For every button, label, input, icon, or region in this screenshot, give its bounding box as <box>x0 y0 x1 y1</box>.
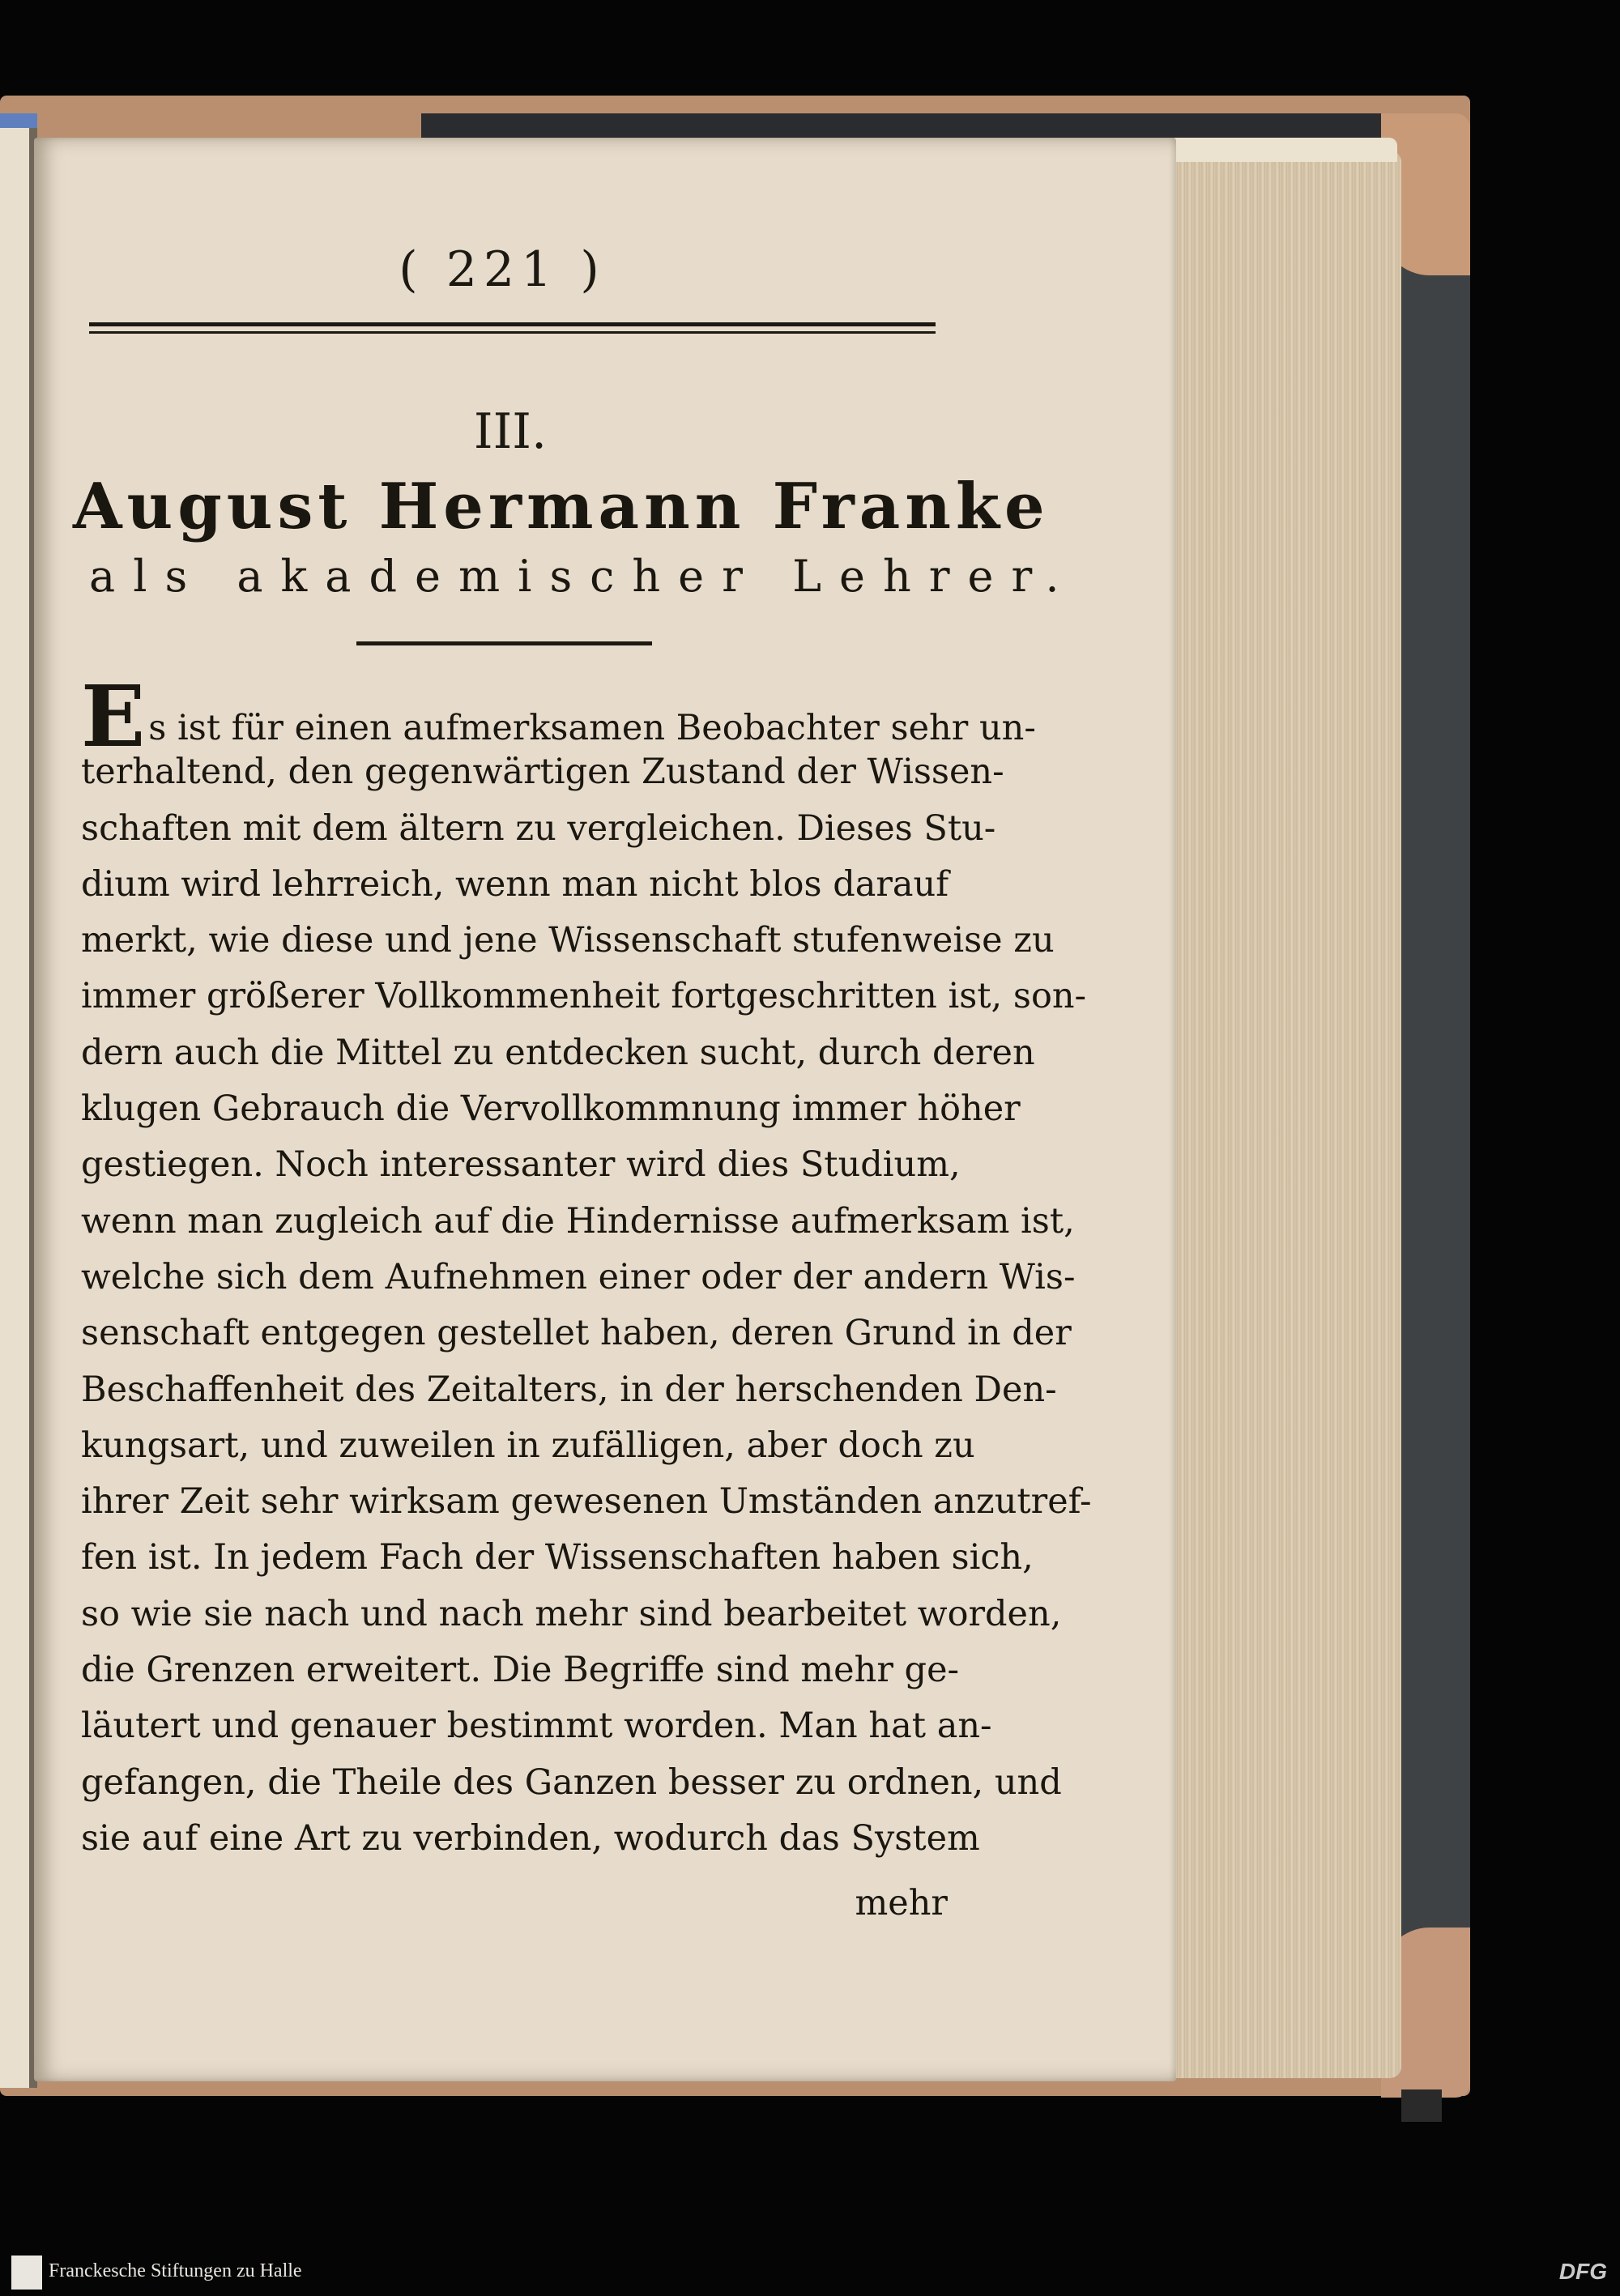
text-line: sie auf eine Art zu verbinden, wodurch das System <box>81 1817 980 1859</box>
text-line: die Grenzen erweitert. Die Begriffe sind mehr ge- <box>81 1650 960 1691</box>
text-line: wenn man zugleich auf die Hindernisse aufmerksam ist, <box>81 1200 1075 1242</box>
text-line: terhaltend, den gegenwärtigen Zustand der Wissen- <box>81 752 1004 793</box>
text-line: klugen Gebrauch die Vervollkommnung immer höher <box>81 1088 1021 1130</box>
book-cover-board <box>1389 243 1470 1968</box>
section-numeral: III. <box>473 403 548 460</box>
text-line: gefangen, die Theile des Ganzen besser zu ordnen, und <box>81 1761 1062 1803</box>
text-line: kungsart, und zuweilen in zufälligen, aber doch zu <box>81 1425 975 1466</box>
page-block-edges <box>1170 151 1401 2078</box>
text-line: so wie sie nach und nach mehr sind bearbeitet worden, <box>81 1593 1062 1634</box>
title-rule <box>356 641 652 645</box>
drop-cap: E <box>81 667 146 766</box>
text-line: läutert und genauer bestimmt worden. Man hat an- <box>81 1706 992 1747</box>
dfg-logo: DFG <box>1558 2259 1607 2284</box>
text-line: Es ist für einen aufmerksamen Beobachter sehr un- <box>81 667 1036 766</box>
left-page-edge <box>0 128 32 2088</box>
book-tail <box>1401 2089 1442 2122</box>
chapter-subtitle: als akademischer Lehrer. <box>89 551 1077 602</box>
text-line: dium wird lehrreich, wenn man nicht blos darauf <box>81 863 949 905</box>
text-line: merkt, wie diese und jene Wissenschaft stufenweise zu <box>81 920 1055 961</box>
page-number: ( 221 ) <box>399 241 606 298</box>
text-line: senschaft entgegen gestellet haben, deren Grund in der <box>81 1313 1072 1354</box>
text-line: immer größerer Vollkommenheit fortgeschritten ist, son- <box>81 976 1087 1017</box>
text-line: dern auch die Mittel zu entdecken sucht, durch deren <box>81 1032 1035 1073</box>
chapter-title: August Hermann Franke <box>73 470 1050 543</box>
foundation-logo-icon <box>11 2256 42 2290</box>
text-line: Beschaffenheit des Zeitalters, in der herschenden Den- <box>81 1369 1057 1410</box>
text-line: fen ist. In jedem Fach der Wissenschaften haben sich, <box>81 1537 1034 1578</box>
text-line: gestiegen. Noch interessanter wird dies Studium, <box>81 1144 961 1186</box>
viewer-footer <box>0 2249 1620 2296</box>
catchword: mehr <box>855 1883 948 1923</box>
page-block-top <box>1158 138 1397 162</box>
text-line: schaften mit dem ältern zu vergleichen. Dieses Stu- <box>81 807 996 849</box>
header-rule <box>89 322 936 334</box>
text-line: ihrer Zeit sehr wirksam gewesenen Umständen anzutref- <box>81 1481 1092 1523</box>
body-text <box>81 667 1092 1867</box>
text-line: welche sich dem Aufnehmen einer oder der andern Wis- <box>81 1256 1076 1297</box>
footer-label: Franckesche Stiftungen zu Halle <box>49 2260 302 2281</box>
